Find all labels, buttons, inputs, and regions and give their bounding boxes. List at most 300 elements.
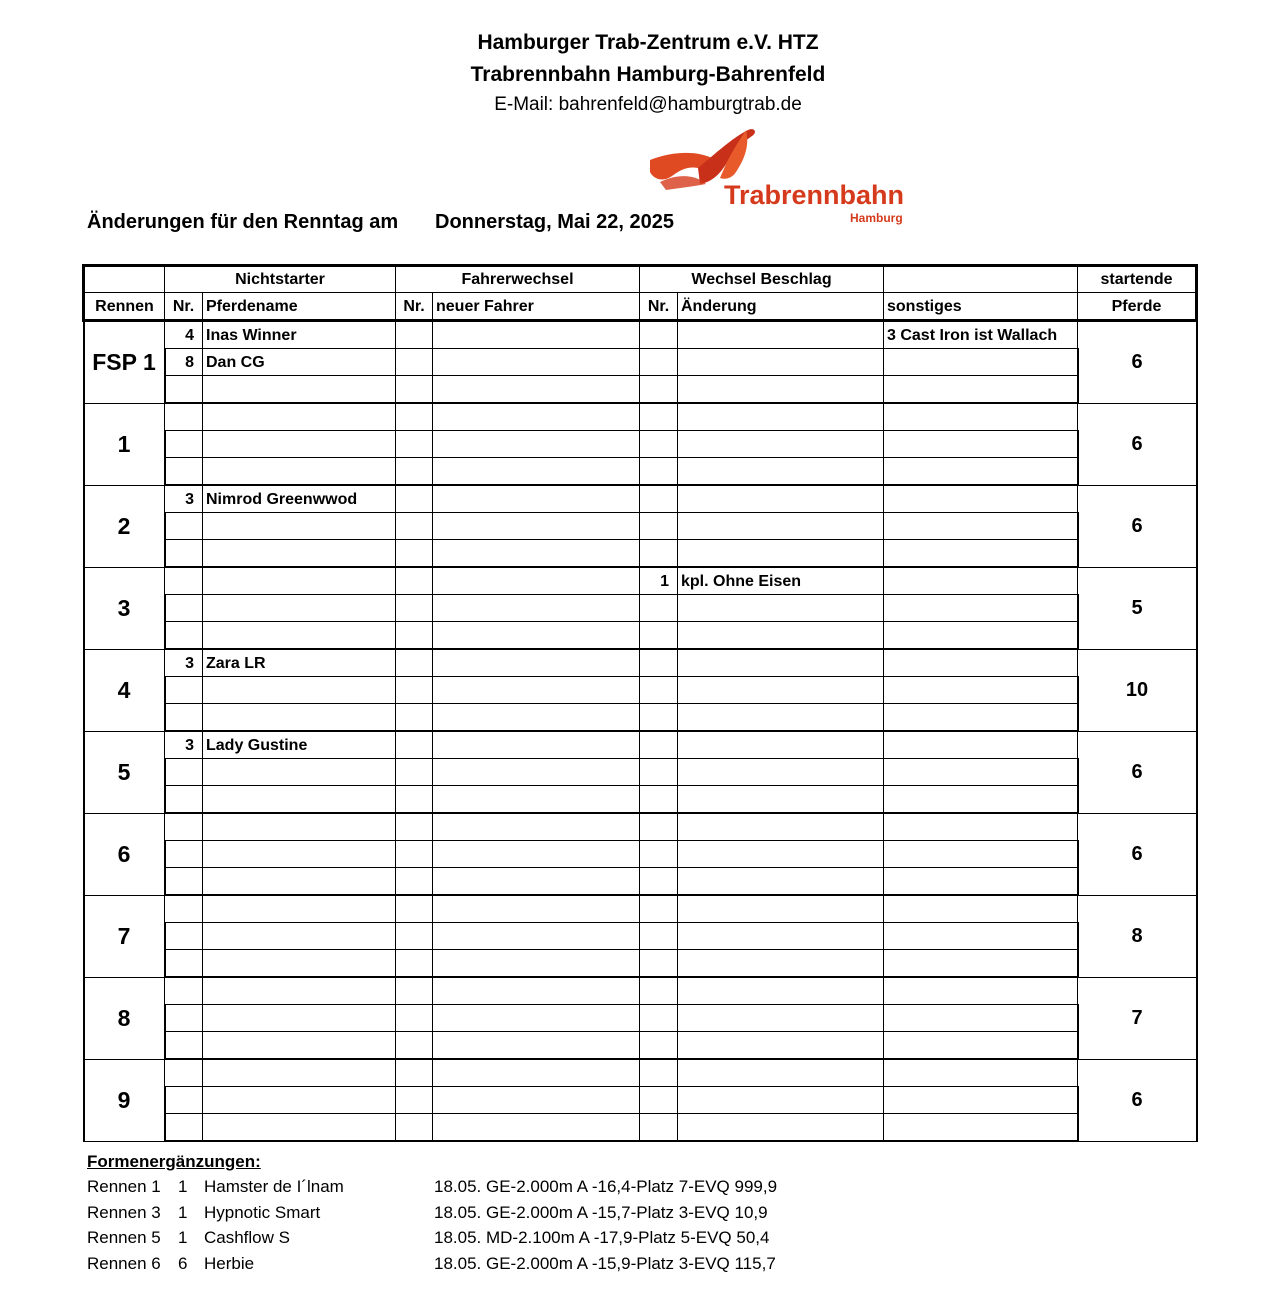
sonstiges-cell [884,458,1078,486]
beschlag-nr [640,786,678,814]
race-label: 4 [84,649,165,731]
fahrerwechsel-nr [396,595,433,622]
nichtstarter-name [203,868,396,896]
neuer-fahrer [433,321,640,349]
nichtstarter-nr [165,376,203,404]
note-form: 18.05. GE-2.000m A -15,9-Platz 3-EVQ 115,7 [434,1253,776,1273]
beschlag-aenderung [678,895,884,923]
startende-pferde-count: 6 [1078,485,1197,567]
nichtstarter-name: Dan CG [203,349,396,376]
race-label: 5 [84,731,165,813]
table-row [84,895,1197,923]
nichtstarter-name [203,1059,396,1087]
sonstiges-cell [884,485,1078,513]
nichtstarter-nr [165,1087,203,1114]
nichtstarter-name [203,786,396,814]
table-row [84,731,1197,759]
note-horse-nr: 1 [178,1202,188,1222]
neuer-fahrer [433,540,640,568]
nichtstarter-nr [165,895,203,923]
beschlag-nr [640,1032,678,1060]
note-form: 18.05. MD-2.100m A -17,9-Platz 5-EVQ 50,4 [434,1228,770,1247]
startende-pferde-count: 6 [1078,731,1197,813]
nichtstarter-nr [165,595,203,622]
email-line: E-Mail: bahrenfeld@hamburgtrab.de [494,94,802,115]
beschlag-nr [640,649,678,677]
table-row [84,923,1197,950]
neuer-fahrer [433,567,640,595]
fahrerwechsel-nr [396,677,433,704]
form-notes [87,1152,987,1276]
nichtstarter-name: Zara LR [203,649,396,677]
neuer-fahrer [433,759,640,786]
nichtstarter-nr [165,923,203,950]
beschlag-nr [640,431,678,458]
sonstiges-cell [884,841,1078,868]
note-horse-nr: 1 [178,1177,188,1196]
beschlag-aenderung [678,1114,884,1142]
note-race: Rennen 3 [87,1202,161,1222]
beschlag-aenderung [678,1005,884,1032]
table-row [84,485,1197,513]
sonstiges-cell [884,622,1078,650]
sonstiges-cell [884,704,1078,732]
nichtstarter-name [203,1087,396,1114]
nichtstarter-nr: 3 [165,649,203,677]
neuer-fahrer [433,868,640,896]
beschlag-nr [640,485,678,513]
nichtstarter-nr [165,567,203,595]
beschlag-nr [640,1005,678,1032]
note-horse-nr: 1 [178,1228,188,1247]
nichtstarter-name [203,1032,396,1060]
table-row [84,704,1197,732]
nr-header: Nr. [396,293,433,321]
table-row [84,649,1197,677]
fahrerwechsel-nr [396,813,433,841]
beschlag-aenderung [678,813,884,841]
nichtstarter-nr [165,1059,203,1087]
neuer-fahrer [433,923,640,950]
neuer-fahrer [433,1032,640,1060]
note-horse-name: Hypnotic Smart [204,1202,321,1222]
sonstiges-cell [884,1005,1078,1032]
fahrerwechsel-nr [396,622,433,650]
table-row [84,622,1197,650]
note-horse-nr: 6 [178,1253,188,1273]
nichtstarter-nr: 3 [165,485,203,513]
note-row [87,1174,987,1200]
sonstiges-cell [884,1059,1078,1087]
fahrerwechsel-nr [396,513,433,540]
sonstiges-cell [884,786,1078,814]
fahrerwechsel-nr [396,321,433,349]
fahrerwechsel-nr [396,950,433,978]
beschlag-aenderung: kpl. Ohne Eisen [678,567,884,595]
beschlag-nr [640,321,678,349]
race-label: 7 [84,895,165,977]
neuer-fahrer [433,786,640,814]
beschlag-aenderung [678,485,884,513]
nichtstarter-nr [165,704,203,732]
beschlag-aenderung [678,458,884,486]
nr-header: Nr. [165,293,203,321]
beschlag-aenderung [678,1059,884,1087]
beschlag-nr [640,813,678,841]
note-form: 18.05. GE-2.000m A -15,7-Platz 3-EVQ 10,9 [434,1202,768,1222]
nichtstarter-name [203,595,396,622]
beschlag-aenderung [678,403,884,431]
startende-pferde-count: 6 [1078,1059,1197,1141]
nr-header: Nr. [640,293,678,321]
beschlag-nr [640,677,678,704]
race-label: 1 [84,403,165,485]
fahrerwechsel-nr [396,1032,433,1060]
fahrerwechsel-nr [396,868,433,896]
beschlag-aenderung [678,321,884,349]
race-label: 6 [84,813,165,895]
beschlag-nr [640,977,678,1005]
neuer-fahrer [433,1059,640,1087]
table-row [84,950,1197,978]
neuer-fahrer [433,895,640,923]
rennen-header: Rennen [84,293,165,321]
beschlag-nr [640,1059,678,1087]
beschlag-aenderung [678,1032,884,1060]
beschlag-nr [640,376,678,404]
table-row [84,1005,1197,1032]
sonstiges-cell [884,567,1078,595]
beschlag-nr [640,759,678,786]
note-race: Rennen 5 [87,1228,161,1247]
fahrerwechsel-nr [396,485,433,513]
note-row [87,1251,987,1277]
fahrerwechsel-nr [396,841,433,868]
beschlag-aenderung [678,349,884,376]
sonstiges-cell [884,813,1078,841]
fahrerwechsel-header: Fahrerwechsel [396,266,640,293]
table-row [84,1087,1197,1114]
beschlag-nr [640,513,678,540]
neuer-fahrer [433,595,640,622]
beschlag-nr [640,403,678,431]
nichtstarter-nr [165,813,203,841]
sonstiges-cell [884,1087,1078,1114]
sonstiges-cell [884,677,1078,704]
neuer-fahrer [433,704,640,732]
table-row [84,321,1197,349]
nichtstarter-nr [165,950,203,978]
beschlag-aenderung [678,731,884,759]
table-row [84,786,1197,814]
neuer-fahrer [433,1114,640,1142]
note-race: Rennen 1 [87,1177,161,1196]
sonstiges-cell [884,950,1078,978]
venue-name: Trabrennbahn Hamburg-Bahrenfeld [470,63,826,86]
beschlag-nr [640,595,678,622]
neuer-fahrer [433,513,640,540]
renntag-date: Donnerstag, Mai 22, 2025 [435,211,674,233]
neuer-fahrer [433,649,640,677]
nichtstarter-name [203,513,396,540]
nichtstarter-nr: 3 [165,731,203,759]
beschlag-aenderung [678,868,884,896]
nichtstarter-nr [165,841,203,868]
fahrerwechsel-nr [396,1114,433,1142]
fahrerwechsel-nr [396,349,433,376]
fahrerwechsel-nr [396,731,433,759]
startende-pferde-count: 6 [1078,403,1197,485]
sonstiges-cell [884,349,1078,376]
fahrerwechsel-nr [396,567,433,595]
fahrerwechsel-nr [396,759,433,786]
nichtstarter-nr [165,622,203,650]
beschlag-aenderung [678,1087,884,1114]
race-label: 2 [84,485,165,567]
nichtstarter-name [203,704,396,732]
fahrerwechsel-nr [396,1059,433,1087]
table-row [84,513,1197,540]
nichtstarter-nr: 4 [165,321,203,349]
neuer-fahrer [433,403,640,431]
table-row [84,1032,1197,1060]
neuer-fahrer [433,1087,640,1114]
table-row [84,1059,1197,1087]
note-form: 18.05. GE-2.000m A -16,4-Platz 7-EVQ 999,9 [434,1177,778,1196]
beschlag-nr [640,622,678,650]
beschlag-aenderung [678,977,884,1005]
nichtstarter-nr [165,977,203,1005]
neuer-fahrer [433,977,640,1005]
beschlag-aenderung [678,376,884,404]
nichtstarter-nr [165,868,203,896]
neuer-fahrer [433,841,640,868]
nichtstarter-name [203,977,396,1005]
sonstiges-cell: 3 Cast Iron ist Wallach [884,321,1078,349]
sonstiges-cell [884,403,1078,431]
table-row [84,677,1197,704]
table-row [84,540,1197,568]
neuer-fahrer [433,731,640,759]
table-row [84,376,1197,404]
fahrerwechsel-nr [396,977,433,1005]
nichtstarter-name [203,677,396,704]
race-label: 8 [84,977,165,1059]
startende-pferde-count: 6 [1078,813,1197,895]
nichtstarter-name [203,1005,396,1032]
nichtstarter-name: Nimrod Greenwwod [203,485,396,513]
nichtstarter-nr [165,1005,203,1032]
startende-pferde-count: 7 [1078,977,1197,1059]
fahrerwechsel-nr [396,895,433,923]
beschlag-aenderung [678,649,884,677]
nichtstarter-nr [165,1032,203,1060]
neuer-fahrer [433,485,640,513]
beschlag-nr [640,895,678,923]
table-row [84,403,1197,431]
beschlag-aenderung [678,923,884,950]
table-row [84,349,1197,376]
fahrerwechsel-nr [396,923,433,950]
fahrerwechsel-nr [396,403,433,431]
logo-text: Trabrennbahn [724,180,905,210]
beschlag-nr [640,1114,678,1142]
table-row [84,431,1197,458]
nichtstarter-name [203,759,396,786]
race-label: FSP 1 [84,321,165,404]
nichtstarter-name: Inas Winner [203,321,396,349]
neuer-fahrer [433,677,640,704]
nichtstarter-name [203,813,396,841]
pferdename-header: Pferdename [203,293,396,321]
beschlag-aenderung [678,759,884,786]
sonstiges-cell [884,731,1078,759]
sonstiges-cell [884,977,1078,1005]
startende-pferde-count: 5 [1078,567,1197,649]
beschlag-aenderung [678,595,884,622]
nichtstarter-nr [165,458,203,486]
beschlag-nr [640,540,678,568]
startende-pferde-count: 10 [1078,649,1197,731]
note-race: Rennen 6 [87,1253,161,1273]
sonstiges-cell [884,649,1078,677]
fahrerwechsel-nr [396,786,433,814]
sonstiges-cell [884,540,1078,568]
beschlag-aenderung [678,786,884,814]
nichtstarter-name [203,622,396,650]
nichtstarter-name [203,458,396,486]
beschlag-aenderung [678,622,884,650]
logo-subtext: Hamburg [850,211,903,225]
note-horse-name: Cashflow S [204,1228,290,1247]
note-row [87,1200,987,1226]
fahrerwechsel-nr [396,376,433,404]
beschlag-nr: 1 [640,567,678,595]
org-name: Hamburger Trab-Zentrum e.V. HTZ [477,31,819,54]
changes-table [82,264,1198,1142]
neuer-fahrer [433,622,640,650]
fahrerwechsel-nr [396,1087,433,1114]
beschlag-header: Wechsel Beschlag [640,266,884,293]
beschlag-nr [640,1087,678,1114]
race-label: 9 [84,1059,165,1141]
note-row [87,1225,987,1251]
sonstiges-cell [884,376,1078,404]
sonstiges-cell [884,595,1078,622]
startende-header: startende [1078,266,1197,293]
sonstiges-cell [884,895,1078,923]
startende-pferde-count: 6 [1078,321,1197,404]
beschlag-nr [640,349,678,376]
fahrerwechsel-nr [396,649,433,677]
neuer-fahrer-header: neuer Fahrer [433,293,640,321]
sonstiges-cell [884,1114,1078,1142]
nichtstarter-nr [165,786,203,814]
nichtstarter-name [203,431,396,458]
neuer-fahrer [433,349,640,376]
table-row [84,868,1197,896]
nichtstarter-nr: 8 [165,349,203,376]
table-row [84,567,1197,595]
beschlag-nr [640,923,678,950]
beschlag-nr [640,458,678,486]
table-row [84,977,1197,1005]
nichtstarter-name [203,923,396,950]
beschlag-aenderung [678,513,884,540]
nichtstarter-name [203,567,396,595]
sonstiges-cell [884,431,1078,458]
beschlag-nr [640,841,678,868]
nichtstarter-name [203,950,396,978]
beschlag-aenderung [678,540,884,568]
neuer-fahrer [433,431,640,458]
header-row-1 [84,266,1197,293]
note-horse-name: Herbie [204,1253,255,1273]
beschlag-aenderung [678,431,884,458]
fahrerwechsel-nr [396,458,433,486]
renntag-label: Änderungen für den Renntag am [87,211,399,233]
nichtstarter-name [203,376,396,404]
beschlag-aenderung [678,677,884,704]
neuer-fahrer [433,1005,640,1032]
fahrerwechsel-nr [396,704,433,732]
table-row [84,759,1197,786]
beschlag-aenderung [678,950,884,978]
sonstiges-cell [884,759,1078,786]
note-horse-name: Hamster de I´lnam [204,1177,344,1196]
table-row [84,813,1197,841]
neuer-fahrer [433,950,640,978]
nichtstarter-name [203,540,396,568]
beschlag-aenderung [678,841,884,868]
nichtstarter-name [203,841,396,868]
beschlag-nr [640,868,678,896]
beschlag-nr [640,731,678,759]
sonstiges-cell [884,923,1078,950]
startende-pferde-count: 8 [1078,895,1197,977]
notes-title: Formenergänzungen: [87,1152,261,1171]
horse-head-logo-icon [640,124,930,226]
neuer-fahrer [433,376,640,404]
table-row [84,595,1197,622]
table-row [84,458,1197,486]
neuer-fahrer [433,813,640,841]
sonstiges-cell [884,1032,1078,1060]
pferde-header: Pferde [1078,293,1197,321]
race-label: 3 [84,567,165,649]
nichtstarter-nr [165,513,203,540]
table-row [84,841,1197,868]
nichtstarter-nr [165,759,203,786]
nichtstarter-name: Lady Gustine [203,731,396,759]
nichtstarter-name [203,1114,396,1142]
header-row-2 [84,293,1197,321]
nichtstarter-nr [165,1114,203,1142]
aenderung-header: Änderung [678,293,884,321]
nichtstarter-nr [165,540,203,568]
nichtstarter-nr [165,431,203,458]
beschlag-aenderung [678,704,884,732]
nichtstarter-header: Nichtstarter [165,266,396,293]
fahrerwechsel-nr [396,1005,433,1032]
sonstiges-header: sonstiges [884,293,1078,321]
nichtstarter-nr [165,677,203,704]
nichtstarter-name [203,895,396,923]
beschlag-nr [640,704,678,732]
beschlag-nr [640,950,678,978]
table-row [84,1114,1197,1142]
neuer-fahrer [433,458,640,486]
